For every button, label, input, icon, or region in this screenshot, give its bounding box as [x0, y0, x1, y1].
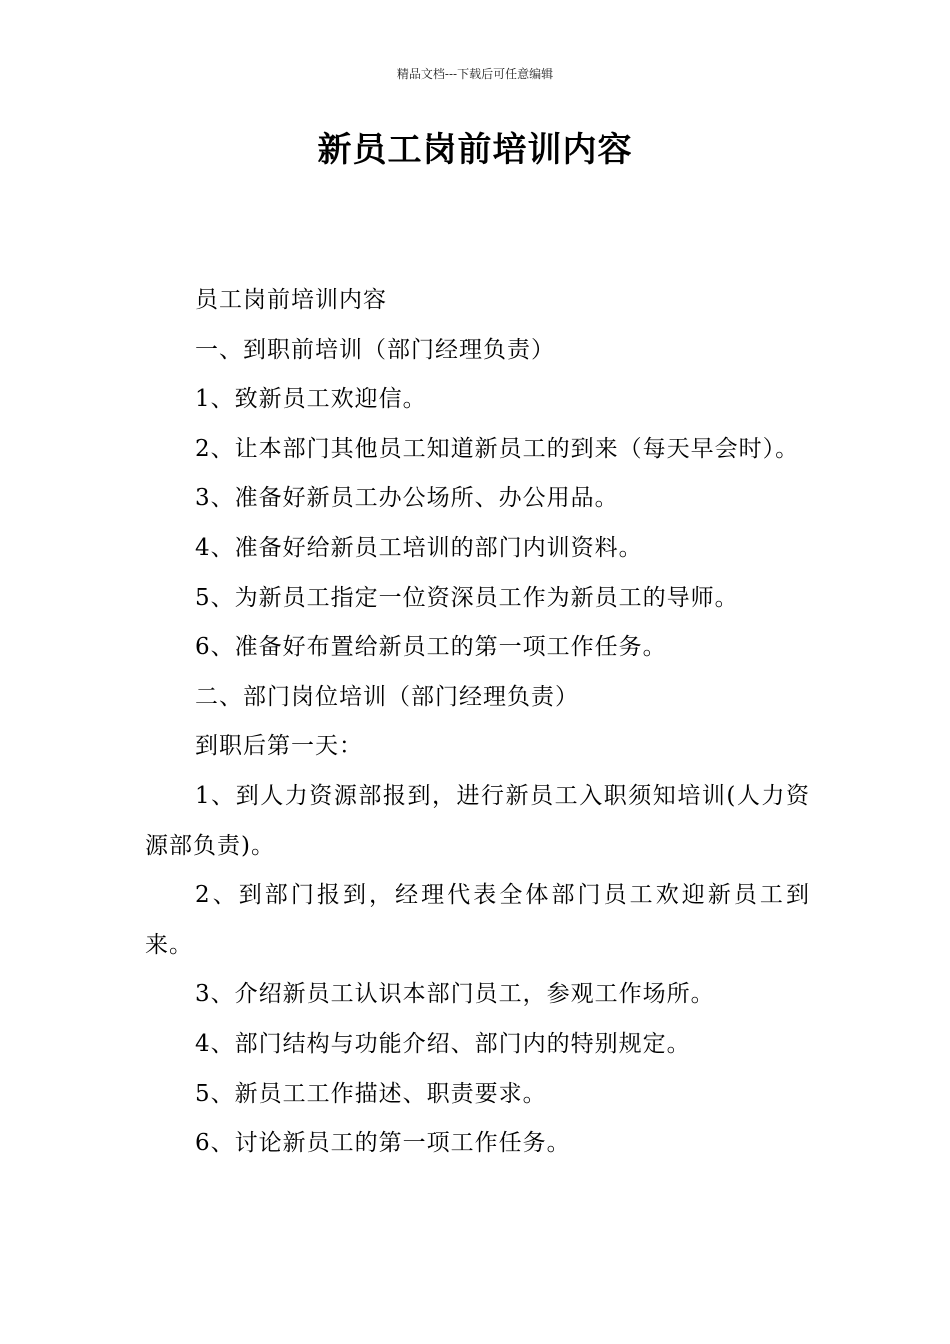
list-item: 4、准备好给新员工培训的部门内训资料。 — [195, 534, 643, 561]
list-item: 3、准备好新员工办公场所、办公用品。 — [195, 485, 619, 512]
list-item: 3、介绍新员工认识本部门员工，参观工作场所。 — [195, 981, 715, 1008]
list-item: 2、让本部门其他员工知道新员工的到来（每天早会时）。 — [195, 435, 800, 462]
subheading-first-day: 到职后第一天： — [195, 733, 363, 760]
list-item: 1、到人力资源部报到，进行新员工入职须知培训(人力资源部负责)。 — [145, 782, 810, 859]
list-item: 6、讨论新员工的第一项工作任务。 — [195, 1130, 571, 1157]
list-item: 5、新员工工作描述、职责要求。 — [195, 1080, 547, 1107]
paragraph-intro-heading: 员工岗前培训内容 — [195, 287, 387, 313]
list-item: 2、到部门报到，经理代表全体部门员工欢迎新员工到来。 — [145, 882, 810, 958]
header-note: 精品文档---下载后可任意编辑 — [396, 67, 554, 81]
document-body — [145, 276, 810, 1169]
document-title: 新员工岗前培训内容 — [317, 130, 633, 170]
list-item: 4、部门结构与功能介绍、部门内的特别规定。 — [195, 1030, 691, 1057]
section-heading-department-training: 二、部门岗位培训（部门经理负责） — [195, 683, 579, 710]
list-item: 6、准备好布置给新员工的第一项工作任务。 — [195, 634, 667, 661]
section-heading-pre-arrival: 一、到职前培训（部门经理负责） — [195, 336, 555, 363]
list-item: 1、致新员工欢迎信。 — [195, 386, 427, 413]
list-item: 5、为新员工指定一位资深员工作为新员工的导师。 — [195, 584, 739, 611]
